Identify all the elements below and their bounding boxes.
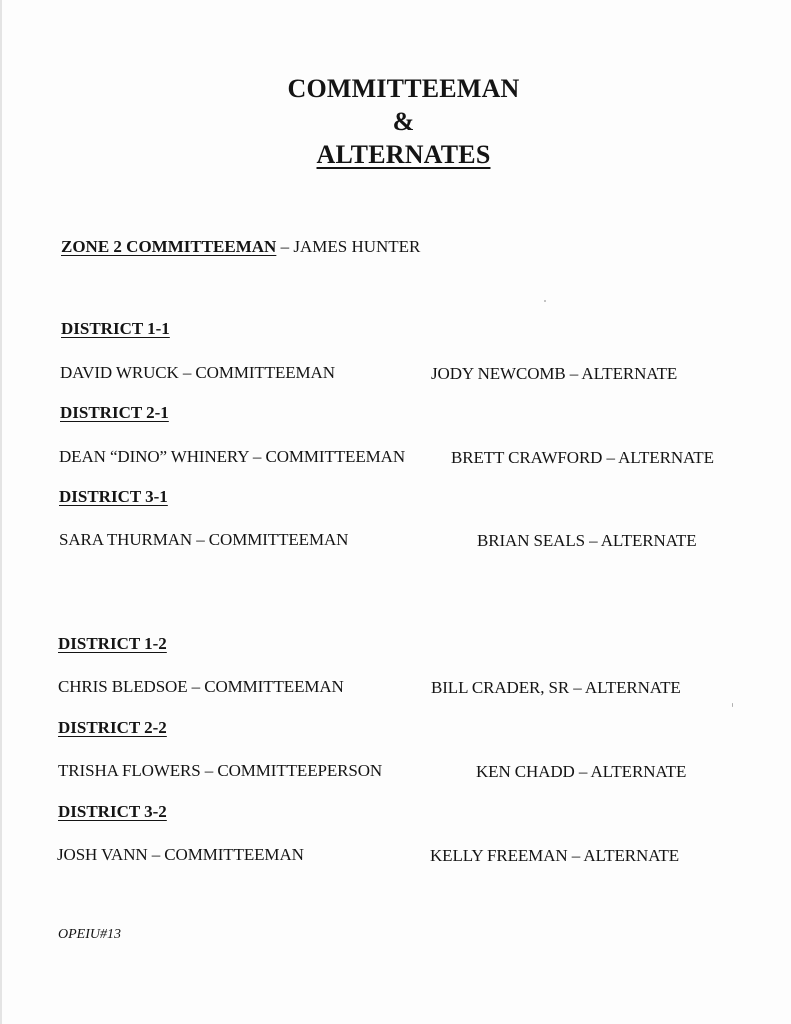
district-alternate-member: BILL CRADER, SR – ALTERNATE <box>431 678 681 697</box>
scan-speck <box>544 300 546 302</box>
district-committee-member: DAVID WRUCK – COMMITTEEMAN <box>60 363 335 382</box>
district-committee-member: CHRIS BLEDSOE – COMMITTEEMAN <box>58 677 344 696</box>
district-alternate-member: KELLY FREEMAN – ALTERNATE <box>430 846 680 865</box>
zone-name: JAMES HUNTER <box>293 237 421 256</box>
district-heading: DISTRICT 3-2 <box>58 802 167 821</box>
district-committee-member: SARA THURMAN – COMMITTEEMAN <box>59 530 349 549</box>
district-heading: DISTRICT 1-2 <box>58 634 167 653</box>
district-heading: DISTRICT 1-1 <box>61 319 170 338</box>
district-committee-member: JOSH VANN – COMMITTEEMAN <box>57 845 304 864</box>
zone-committeeman-line <box>61 236 420 258</box>
district-alternate-member: JODY NEWCOMB – ALTERNATE <box>431 364 678 383</box>
page-edge <box>0 0 2 1024</box>
district-committee-member: DEAN “DINO” WHINERY – COMMITTEEMAN <box>59 447 405 466</box>
district-committee-member: TRISHA FLOWERS – COMMITTEEPERSON <box>58 761 383 780</box>
zone-separator: – <box>276 237 294 256</box>
title-alternates-text: ALTERNATES <box>316 140 491 169</box>
scan-speck <box>732 703 733 707</box>
title-ampersand: & <box>392 107 415 136</box>
footer-union-label: OPEIU#13 <box>58 927 121 942</box>
district-alternate-member: BRIAN SEALS – ALTERNATE <box>477 531 697 550</box>
district-alternate-member: KEN CHADD – ALTERNATE <box>476 762 687 781</box>
district-heading: DISTRICT 2-2 <box>58 718 167 737</box>
zone-label: ZONE 2 COMMITTEEMAN <box>61 237 277 256</box>
title-committeeman: COMMITTEEMAN <box>287 74 520 103</box>
district-heading: DISTRICT 2-1 <box>60 403 169 422</box>
title-alternates <box>8 140 791 170</box>
district-alternate-member: BRETT CRAWFORD – ALTERNATE <box>451 448 714 467</box>
district-heading: DISTRICT 3-1 <box>59 487 168 506</box>
